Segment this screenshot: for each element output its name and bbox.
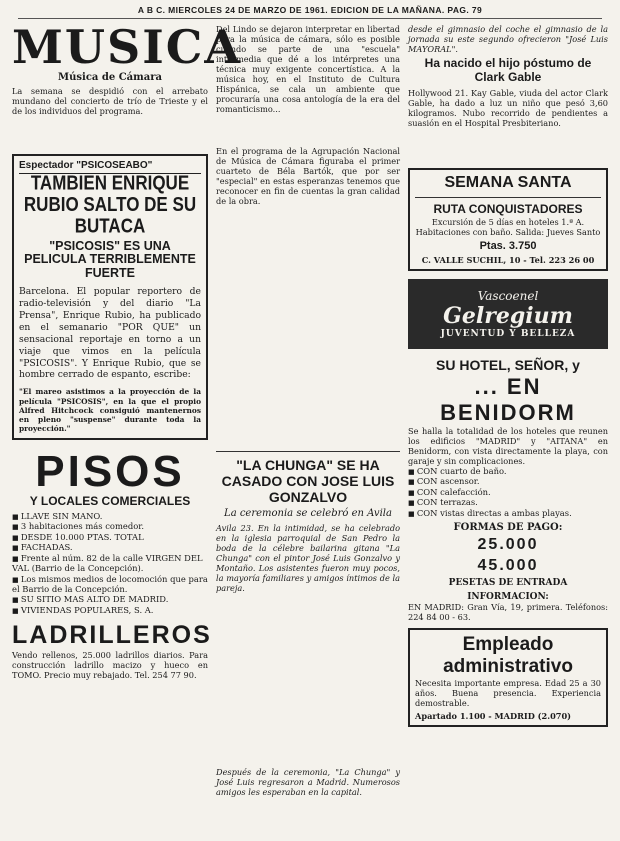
clark-headline: Ha nacido el hijo póstumo de Clark Gable (424, 56, 592, 84)
hotel-headline: SU HOTEL, SEÑOR, y (436, 357, 580, 374)
list-item: ■ CON calefacción. (408, 487, 608, 498)
clark-text: Hollywood 21. Kay Gable, viuda del actor Clark Gable, ha dado a luz un niño que pesó 3,60 kilogramos. Nubo recorrido de pendientes a suasión en el Hospital Presbiteriano. (408, 87, 608, 128)
pisos-subtitle: Y LOCALES COMERCIALES (29, 493, 191, 508)
list-item: ■ CON vistas directas a ambas playas. (408, 508, 608, 519)
clark-note: desde el gimnasio del coche el gimnasio de la jornada su este segundo ofrecieron "José Luis MAYORAL". (408, 24, 608, 54)
list-item: ■ FACHADAS. (12, 542, 208, 553)
musica-text: La semana se despidió con el arrebato mundano del concierto de trío de Trieste y el de los individuos del programa. (12, 86, 208, 116)
rubio-quote: "El mareo asistimos a la proyección de la película "PSICOSIS", en la que el propio Alfred Hitchcock consiguió mantenernos en pleno "suspense" durante toda la proyección." (19, 387, 201, 434)
ladrilleros-title: LADRILLEROS (12, 621, 212, 650)
list-item: ■ CON terrazas. (408, 497, 608, 508)
list-item: ■ VIVIENDAS POPULARES, S. A. (12, 605, 208, 616)
chunga-headline: "LA CHUNGA" SE HA CASADO CON JOSE LUIS GONZALVO (221, 457, 395, 506)
empleado-text: Necesita importante empresa. Edad 25 a 30 años. Buena presencia. Experiencia demostrable. (415, 678, 601, 709)
chunga-subhead: La ceremonia se celebró en Avila (224, 508, 392, 520)
list-item: ■ CON ascensor. (408, 476, 608, 487)
ladrilleros-text: Vendo rellenos, 25.000 ladrillos diarios. Para construcción ladrillo macizo y hueco en TOMO. Precio muy rebajado. Tel. 254 77 90. (12, 650, 208, 681)
column-left (12, 20, 243, 836)
pisos-list (12, 511, 208, 616)
concert-text-1: Del Lindo se dejaron interpretar en libertad para la música de cámara, sólo es posible cuando se parte de una "escuela" intermedia que dé a los intérpretes una técnica muy exigente concertística. A la música hoy, en el Instituto de Cultura Hispánica, se cala un ambiente que procuraría una cosa antología de la era del romanticismo... (216, 24, 400, 114)
payment-amount-2: 45.000 (477, 557, 539, 575)
list-item: ■ DESDE 10.000 PTAS. TOTAL (12, 532, 208, 543)
semana-santa-title: SEMANA SANTA (444, 173, 572, 191)
ruta-price: Ptas. 3.750 (479, 239, 537, 252)
pesetas-label: PESETAS DE ENTRADA (448, 578, 568, 589)
box-label: Espectador "PSICOSEABO" (19, 160, 201, 174)
empleado-title: Empleado administrativo (443, 634, 573, 678)
list-item: ■ CON cuarto de baño. (408, 466, 608, 477)
empleado-box (408, 628, 608, 727)
divider (216, 451, 400, 452)
gelregium-logo (408, 279, 608, 349)
column-middle (216, 24, 400, 836)
rubio-headline: TAMBIEN ENRIQUE RUBIO SALTO DE SU BUTACA (23, 171, 197, 238)
list-item: ■ SU SITIO MAS ALTO DE MADRID. (12, 594, 208, 605)
concert-text-2: En el programa de la Agrupación Nacional de Música de Cámara figuraba el primer cuarteto de Béla Bartók, que por ser "especial" en estas esperanzas tenemos que reconocer en fin de cuentas la gran calidad de la obra. (216, 146, 400, 206)
hotel-text: Se halla la totalidad de los hoteles que reunen los edificios "MADRID" y "AITANA" en Benidorm, con vista directamente la playa, con garaje y sin complicaciones. (408, 425, 608, 466)
musica-title: MUSICA (12, 20, 243, 74)
info-label: INFORMACION: (467, 592, 549, 603)
logo-tagline: JUVENTUD Y BELLEZA (440, 329, 576, 340)
column-right (408, 24, 608, 836)
logo-brand: Vascoenel (477, 289, 539, 304)
ruta-text: Excursión de 5 días en hoteles 1.ª A. Habitaciones con baño. Salida: Jueves Santo (415, 216, 601, 237)
chunga-text-1: Avila 23. En la intimidad, se ha celebrado en la iglesia parroquial de San Pedro la boda de la célebre bailarina gitana "La Chunga" con el pintor José Luis Gonzalvo y Montaño. Los asistentes fueron muy pocos, la mayoría familiares y amigos íntimos de la pareja. (216, 523, 400, 594)
benidorm-title: ... EN BENIDORM (440, 373, 576, 425)
hotel-list (408, 466, 608, 519)
pisos-title: PISOS (35, 446, 185, 496)
list-item: ■ 3 habitaciones más comedor. (12, 521, 208, 532)
musica-subtitle: Música de Cámara (58, 72, 162, 83)
list-item: ■ LLAVE SIN MANO. (12, 511, 208, 522)
psicosis-subhead: "PSICOSIS" ES UNA PELICULA TERRIBLEMENTE FUERTE (24, 238, 196, 281)
empleado-footer: Apartado 1.100 - MADRID (2.070) (415, 711, 572, 722)
list-item: ■ Frente al núm. 82 de la calle VIRGEN DEL VAL (Barrio de la Concepción). (12, 553, 208, 574)
page-header: A B C. MIERCOLES 24 DE MARZO DE 1961. EDICION DE LA MAÑANA. PAG. 79 (18, 5, 602, 19)
logo-name: Gelregium (443, 303, 573, 330)
rubio-body: Barcelona. El popular reportero de radio-televisión y del diario "La Prensa", Enrique Rubio, ha publicado en el semanario "POR QUE" un sensacional reportaje en torno a un viaje que vimos en la película "PSICOSIS". Y Enrique Rubio, que se hombre cerrado de espanto, escribe: (19, 285, 201, 381)
semana-santa-box (408, 168, 608, 272)
payment-amount-1: 25.000 (477, 536, 539, 554)
chunga-text-2: Después de la ceremonia, "La Chunga" y José Luis regresaron a Madrid. Numerosos amigos les esperaban en la capital. (216, 767, 400, 798)
psicosis-box (12, 154, 208, 440)
divider (415, 197, 601, 198)
payment-label: FORMAS DE PAGO: (453, 522, 563, 534)
ruta-address: C. VALLE SUCHIL, 10 - Tel. 223 26 00 (421, 255, 595, 266)
info-text: EN MADRID: Gran Vía, 19, primera. Teléfonos: 224 84 00 - 63. (408, 602, 608, 623)
list-item: ■ Los mismos medios de locomoción que para el Barrio de la Concepción. (12, 574, 208, 595)
ruta-title: RUTA CONQUISTADORES (433, 201, 583, 216)
